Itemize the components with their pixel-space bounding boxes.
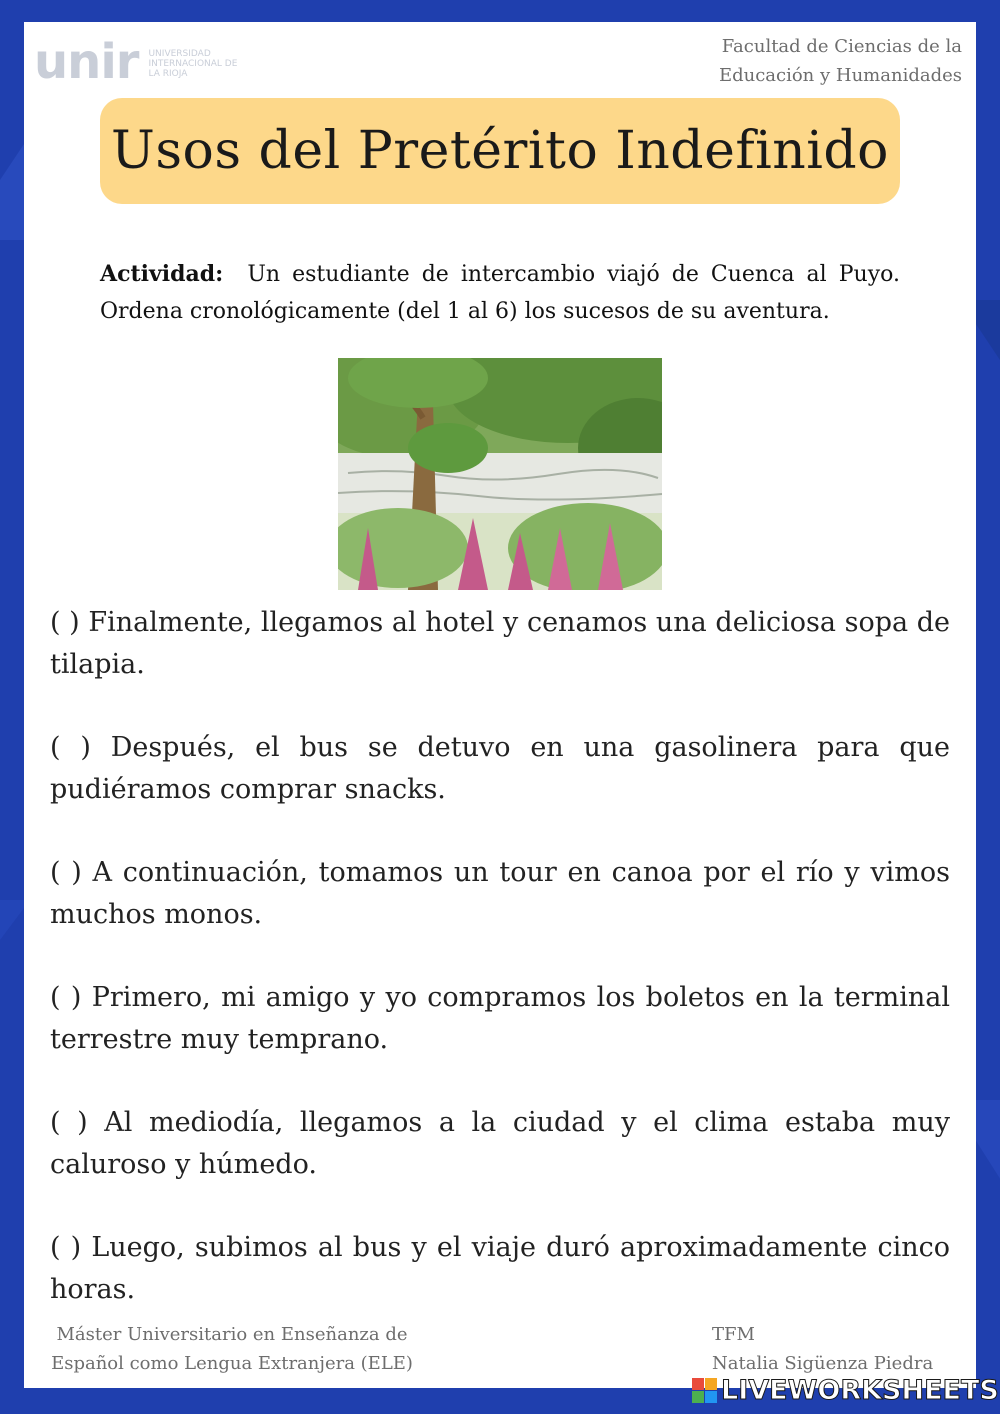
title-banner	[100, 98, 900, 204]
list-item: ( ) A continuación, tomamos un tour en canoa por el río y vimos muchos monos.	[50, 857, 950, 930]
liveworksheets-logo-icon	[692, 1378, 717, 1403]
worksheet-page	[24, 22, 976, 1388]
faculty-line-2: Educación y Humanidades	[718, 65, 962, 86]
logo-subtitle: UNIVERSIDAD INTERNACIONAL DE LA RIOJA	[148, 49, 238, 79]
activity-label: Actividad:	[100, 261, 224, 287]
activity-instructions	[100, 256, 900, 330]
list-item: ( ) Finalmente, llegamos al hotel y cenamos una deliciosa sopa de tilapia.	[50, 607, 950, 680]
events-list	[50, 602, 950, 1352]
liveworksheets-watermark	[692, 1374, 999, 1406]
faculty-line-1: Facultad de Ciencias de la	[721, 36, 962, 57]
list-item: ( ) Luego, subimos al bus y el viaje duró aproximadamente cinco horas.	[50, 1232, 950, 1305]
page-title: Usos del Pretérito Indefinido	[111, 121, 889, 181]
footer-program-line-1: Máster Universitario en Enseñanza de	[56, 1324, 408, 1345]
faculty-name	[692, 32, 962, 90]
footer-author	[712, 1320, 972, 1378]
unir-logo	[34, 32, 243, 92]
footer-author-name: Natalia Sigüenza Piedra	[712, 1353, 934, 1374]
footer-tfm: TFM	[712, 1324, 755, 1345]
footer-program-line-2: Español como Lengua Extranjera (ELE)	[51, 1353, 413, 1374]
footer-program	[32, 1320, 432, 1378]
list-item: ( ) Al mediodía, llegamos a la ciudad y el clima estaba muy caluroso y húmedo.	[50, 1107, 950, 1180]
activity-text: Un estudiante de intercambio viajó de Cuenca al Puyo. Ordena cronológicamente (del 1 al 6) los sucesos de su aventura.	[100, 262, 900, 324]
list-item: ( ) Después, el bus se detuvo en una gasolinera para que pudiéramos comprar snacks.	[50, 732, 950, 805]
river-jungle-illustration	[338, 358, 662, 590]
watermark-text: LIVEWORKSHEETS	[721, 1374, 999, 1406]
list-item: ( ) Primero, mi amigo y yo compramos los boletos en la terminal terrestre muy temprano.	[50, 982, 950, 1055]
logo-wordmark: unir	[34, 34, 139, 90]
